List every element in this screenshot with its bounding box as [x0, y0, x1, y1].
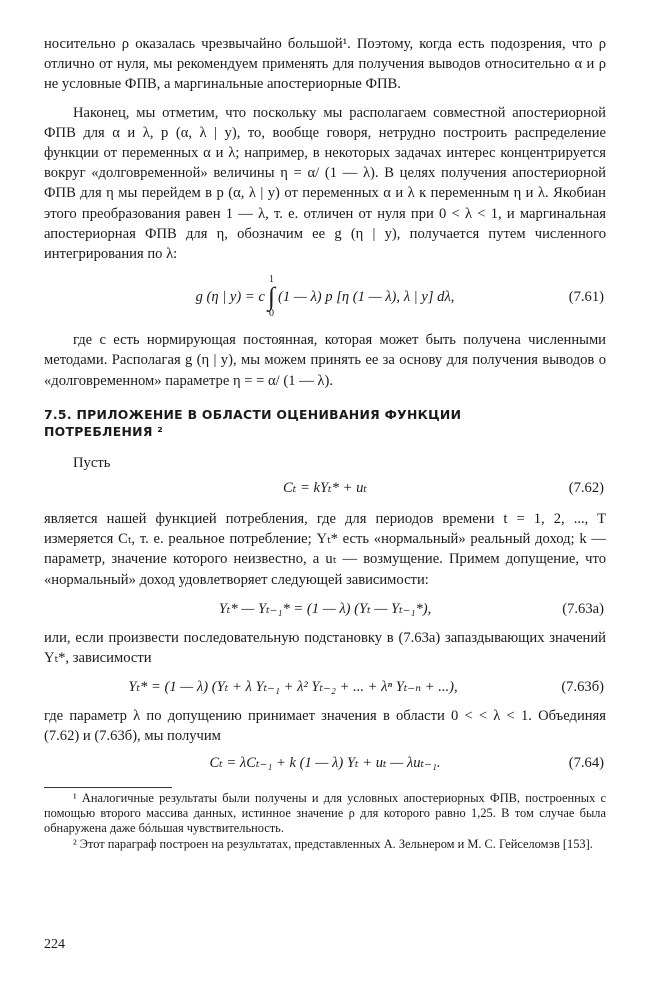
equation-7-63b-number: (7.63б): [561, 679, 604, 696]
paragraph-4: Пусть: [73, 454, 111, 471]
equation-7-61: [44, 264, 606, 330]
paragraph-7: где параметр λ по допущению принимает значения в области 0 < < λ < 1. Объединяя (7.62) и (7.63б), мы получим: [44, 708, 606, 745]
equation-7-64-body: Cₜ = λCₜ₋₁ + k (1 — λ) Yₜ + uₜ — λuₜ₋₁.: [209, 754, 441, 771]
section-heading: [44, 406, 606, 440]
page-number: 224: [44, 937, 65, 952]
paragraph-3: где c есть нормирующая постоянная, которая может быть получена численными методами. Располагая g (η | y), мы можем принять ее за основу для получения выводов о «долговременном» параметре η = = α/ (1 — λ).: [44, 332, 606, 389]
integral-sign: [268, 275, 275, 319]
footnote-divider: [44, 787, 172, 788]
equation-7-64: [44, 747, 606, 779]
paragraph-5: является нашей функцией потребления, где для периодов времени t = 1, 2, ..., T измеряется Cₜ, т. е. реальное потребление; Yₜ* есть «нормальный» реальный доход; k — параметр, значение которого неизвестно, а uₜ — возмущение. Примем допущение, что «нормальный» доход удовлетворяет следующей зависимости:: [44, 511, 606, 588]
paragraph-2: Наконец, мы отметим, что поскольку мы располагаем совместной апостериорной ФПВ для α и λ, p (α, λ | y), то, вообще говоря, нетрудно построить распределение функции от переменных α и λ; например, в некоторых задачах интерес концентрируется вокруг «долговременной» величины η = α/ (1 — λ). В целях получения апостериорной ФПВ для η мы перейдем в p (α, λ | y) от переменных α и λ к переменным η и λ. Якобиан этого преобразования равен 1 — λ, т. е. отличен от нуля при 0 < λ < 1, и маргинальная апостериорная ФПВ для η, обозначим ее g (η | y), получается путем численного интегрирования по λ:: [44, 104, 606, 263]
equation-7-63a-number: (7.63а): [562, 600, 604, 617]
equation-7-62: [44, 473, 606, 503]
equation-7-61-left: g (η | y) = c: [195, 289, 265, 306]
equation-7-64-number: (7.64): [568, 754, 604, 771]
paragraph-6: или, если произвести последовательную подстановку в (7.63а) запаздывающих значений Yₜ*, зависимости: [44, 629, 606, 667]
footnote-1: ¹ Аналогичные результаты были получены и для условных апостериорных ФПВ, построенных с помощью второго массива данных, истинное значение ρ для которого равно 1,25. В том случае была обнаружена даже бóльшая чувствительность.: [44, 790, 606, 836]
paragraph-1: носительно ρ оказалась чрезвычайно большой¹. Поэтому, когда есть подозрения, что ρ отлично от нуля, мы рекомендуем применять для получения выводов относительно α и ρ не условные ФПВ, а маргинальные апостериорные ФПВ.: [44, 36, 606, 93]
equation-7-63b-body: Yₜ* = (1 — λ) (Yₜ + λ Yₜ₋₁ + λ² Yₜ₋₂ + ... + λⁿ Yₜ₋ₙ + ...),: [128, 679, 458, 696]
page-content: [44, 34, 606, 852]
equation-7-62-number: (7.62): [568, 479, 604, 496]
equation-7-63a: [44, 590, 606, 628]
equation-7-63a-body: Yₜ* — Yₜ₋₁* = (1 — λ) (Yₜ — Yₜ₋₁*),: [218, 600, 432, 617]
section-heading-line-2: ПОТРЕБЛЕНИЯ ²: [44, 423, 164, 439]
equation-7-63b: [44, 668, 606, 706]
section-heading-line-1: 7.5. ПРИЛОЖЕНИЕ В ОБЛАСТИ ОЦЕНИВАНИЯ ФУНКЦИИ: [44, 406, 462, 422]
equation-7-62-body: Cₜ = kYₜ* + uₜ: [282, 479, 367, 496]
integral-symbol: ∫: [267, 282, 276, 312]
equation-7-61-right: (1 — λ) p [η (1 — λ), λ | y] dλ,: [278, 289, 455, 306]
integral-upper-limit: 1: [268, 274, 274, 286]
integral-lower-limit: 0: [268, 308, 274, 320]
footnote-2: ² Этот параграф построен на результатах, представленных А. Зельнером и М. С. Гейселомэв [153].: [73, 836, 593, 851]
equation-7-61-number: (7.61): [568, 289, 604, 306]
